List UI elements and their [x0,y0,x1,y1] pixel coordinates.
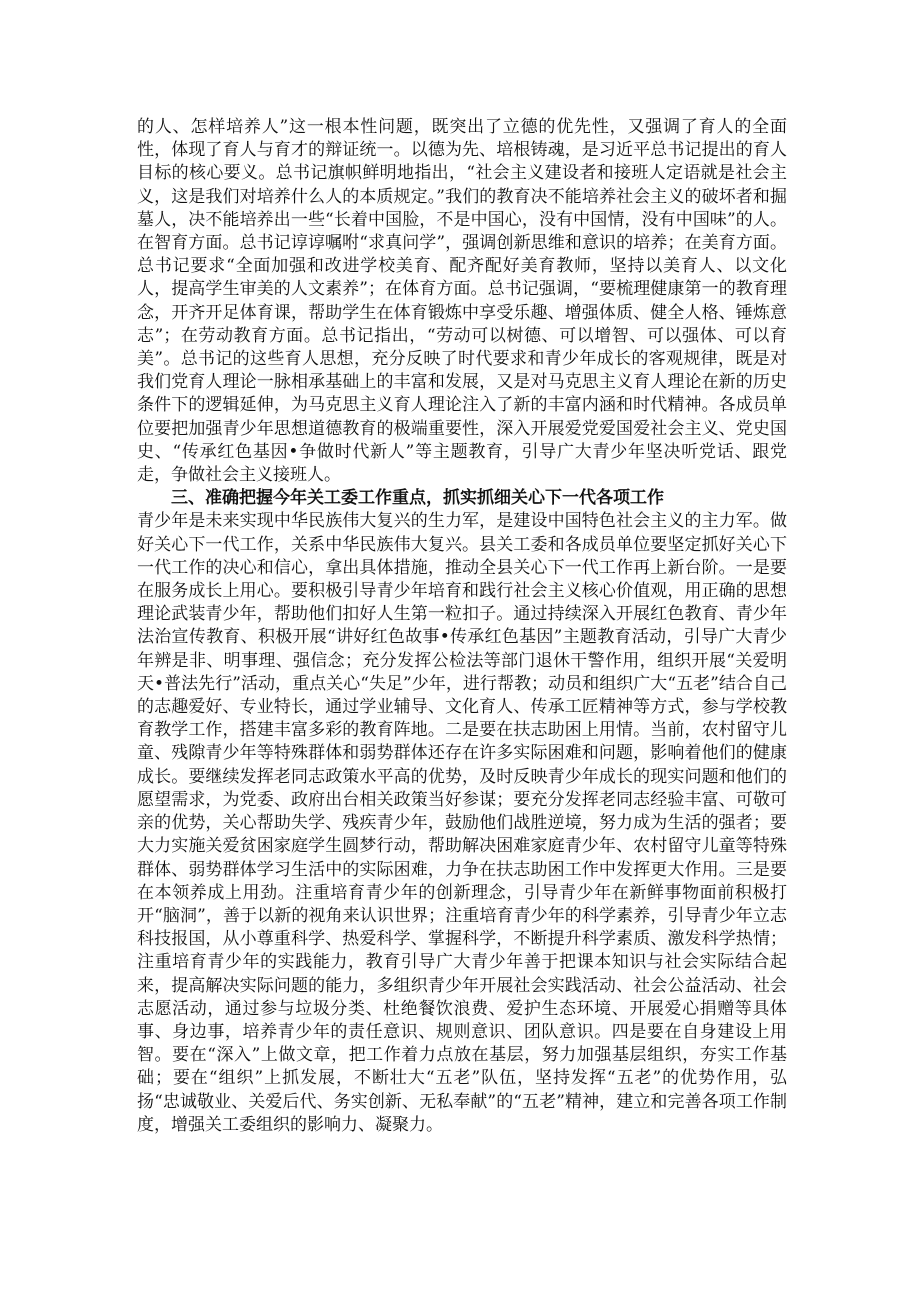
document-page [137,116,787,1137]
section-heading: 三、准确把握今年关工委工作重点，抓实抓细关心下一代各项工作 [171,488,664,509]
body-paragraph-1: 的人、怎样培养人”这一根本性问题，既突出了立德的优先性，又强调了育人的全面性，体现了育人与育才的辩证统一。以德为先、培根铸魂，是习近平总书记提出的育人目标的核心要义。总书记旗帜鲜明地指出，“社会主义建设者和接班人定语就是社会主义，这是我们对培养什么人的本质规定。”我们的教育决不能培养社会主义的破坏者和掘墓人，决不能培养出一些“长着中国脸，不是中国心，没有中国情，没有中国味”的人。在智育方面。总书记谆谆嘱咐“求真问学”，强调创新思维和意识的培养；在美育方面。总书记要求“全面加强和改进学校美育、配齐配好美育教师，坚持以美育人、以文化人，提高学生审美的人文素养”；在体育方面。总书记强调，“要梳理健康第一的教育理念，开齐开足体育课，帮助学生在体育锻炼中享受乐趣、增强体质、健全人格、锤炼意志”；在劳动教育方面。总书记指出，“劳动可以树德、可以增智、可以强体、可以育美”。总书记的这些育人思想，充分反映了时代要求和青少年成长的客观规律，既是对我们党育人理论一脉相承基础上的丰富和发展，又是对马克思主义育人理论在新的历史条件下的逻辑延伸，为马克思主义育人理论注入了新的丰富内涵和时代精神。各成员单位要把加强青少年思想道德教育的极端重要性，深入开展爱党爱国爱社会主义、党史国史、“传承红色基因•争做时代新人”等主题教育，引导广大青少年坚决听党话、跟党走，争做社会主义接班人。 [137,117,787,486]
body-paragraph-2: 青少年是未来实现中华民族伟大复兴的生力军，是建设中国特色社会主义的主力军。做好关心下一代工作，关系中华民族伟大复兴。县关工委和各成员单位要坚定抓好关心下一代工作的决心和信心，拿出具体措施，推动全县关心下一代工作再上新台阶。一是要在服务成长上用心。要积极引导青少年培育和践行社会主义核心价值观，用正确的思想理论武装青少年，帮助他们扣好人生第一粒扣子。通过持续深入开展红色教育、青少年法治宣传教育、积极开展“讲好红色故事•传承红色基因”主题教育活动，引导广大青少年辨是非、明事理、强信念；充分发挥公检法等部门退休干警作用，组织开展“关爱明天•普法先行”活动，重点关心“失足”少年，进行帮教；动员和组织广大“五老”结合自己的志趣爱好、专业特长，通过学业辅导、文化育人、传承工匠精神等方式，参与学校教育教学工作，搭建丰富多彩的教育阵地。二是要在扶志助困上用情。当前，农村留守儿童、残隙青少年等特殊群体和弱势群体还存在许多实际困难和问题，影响着他们的健康成长。要继续发挥老同志政策水平高的优势，及时反映青少年成长的现实问题和他们的愿望需求，为党委、政府出台相关政策当好参谋；要充分发挥老同志经验丰富、可敬可亲的优势，关心帮助失学、残疾青少年，鼓励他们战胜逆境，努力成为生活的强者；要大力实施关爱贫困家庭学生圆梦行动，帮助解决困难家庭青少年、农村留守儿童等特殊群体、弱势群体学习生活中的实际困难，力争在扶志助困工作中发挥更大作用。三是要在本领养成上用劲。注重培育青少年的创新理念，引导青少年在新鲜事物面前积极打开“脑洞”，善于以新的视角来认识世界；注重培育青少年的科学素养，引导青少年立志科技报国，从小尊重科学、热爱科学、掌握科学，不断提升科学素质、激发科学热情；注重培育青少年的实践能力，教育引导广大青少年善于把课本知识与社会实际结合起来，提高解决实际问题的能力，多组织青少年开展社会实践活动、社会公益活动、社会志愿活动，通过参与垃圾分类、杜绝餐饮浪费、爱护生态环境、开展爱心捐赠等具体事、身边事，培养青少年的责任意识、规则意识、团队意识。四是要在自身建设上用智。要在“深入”上做文章，把工作着力点放在基层，努力加强基层组织，夯实工作基础；要在“组织”上抓发展，不断壮大“五老”队伍，坚持发挥“五老”的优势作用，弘扬“忠诚敬业、关爱后代、务实创新、无私奉献”的“五老”精神，建立和完善各项工作制度，增强关工委组织的影响力、凝聚力。 [137,511,787,1135]
